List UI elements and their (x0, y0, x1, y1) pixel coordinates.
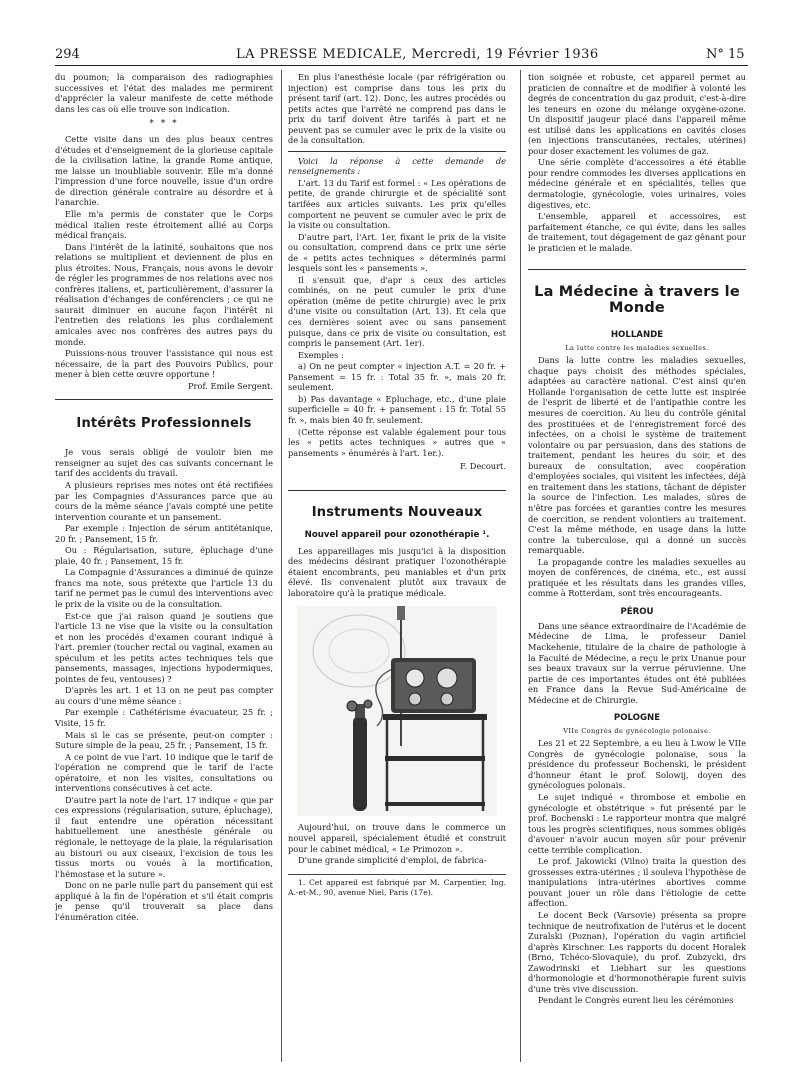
paragraph: Elle m'a permis de constater que le Corps médical italien reste étroitement allié au Corps médical français. (55, 209, 273, 241)
paragraph: Les appareillages mis jusqu'ici à la disposition des médecins désirant pratiquer l'ozonothérapie étaient encombrants, peu maniables et d'un prix élevé. Ils convenaient plutôt aux travaux de laboratoire qu'à la pratique médicale. (288, 545, 506, 598)
paragraph: Cette visite dans un des plus beaux centres d'études et d'enseignement de la glorieuse capitale de la civilisation latine, la grande Rome antique, me laisse un inoubliable souvenir. Elle m'a donné l'impression d'une force nouvelle, issue d'un ordre de direction générale contraire au désordre et à l'anarchie. (55, 134, 273, 208)
apparatus-illustration (297, 606, 497, 816)
paragraph: Le prof. Jakowicki (Vilno) traita la question des grossesses extra-utérines ; il souleva l'hypothèse de manipulations intra-utérines abortives comme pouvant jouer un rôle dans l'étiologie de cette affection. (528, 856, 746, 909)
country-heading-pologne: POLOGNE (613, 713, 661, 724)
paragraph: L'ensemble, appareil et accessoires, est parfaitement étanche, ce qui évite, dans les salles de traitement, tout dégagement de gaz gênant pour le praticien et le malade. (528, 211, 746, 253)
page-number: 294 (55, 47, 80, 62)
column-2 (288, 72, 506, 1072)
paragraph: Dans la lutte contre les maladies sexuelles, chaque pays choisit des méthodes spéciales, adaptées au caractère national. C'est ainsi qu'en Hollande l'organisation de cette lutte est inspirée de l'esprit de liberté et de l'antipathie contre les mesures de coercition. Au lieu du contrôle génital des prostituées et de l'enregistrement forcé des infectées, on a choisi le système de traitement volontaire ou par persuasion, dans des stations de traitement, pendant les heures du soir, et des bureaux de consultation, avec coopération d'employées sociales, qui visitent les infectées, déjà en traitement dans les stations, tâchant de dépister la source de l'infection. Les malades, sûres de n'être pas forcées et garanties contre les mesures de coercition, se rendent volontiers au traitement. C'est la même méthode, en usage dans la lutte contre la tuberculose, qui a donné un succès remarquable. (528, 355, 746, 556)
section-title: La Médecine à travers le Monde (534, 284, 740, 317)
paragraph: Aujourd'hui, on trouve dans le commerce un nouvel appareil, spécialement étudié et construit pour le cabinet médical, « Le Primozon ». (288, 822, 506, 854)
signature: Prof. Emile Sergent. (188, 380, 273, 391)
topic-heading: La lutte contre les maladies sexuelles. (565, 344, 709, 353)
country-heading-hollande: HOLLANDE (610, 330, 664, 341)
paragraph: D'autre part, l'Art. 1er, fixant le prix de la visite ou consultation, comprend dans ce prix une série de « petits actes techniques » déterminés parmi lesquels sont les « pansements ». (288, 231, 506, 274)
paragraph: Les 21 et 22 Septembre, a eu lieu à Lwow le VIIe Congrès de gynécologie polonaise, sous la présidence du professeur Bochenski, le président d'honneur étant le prof. Solowij, doyen des gynécologues polonais. (528, 738, 746, 791)
topic-heading: VIIe Congrès de gynécologie polonaise. (563, 727, 711, 736)
section-rule (55, 399, 273, 400)
column-divider (281, 70, 282, 1062)
column-divider (520, 70, 521, 1062)
paragraph: En plus l'anesthésie locale (par réfrigération ou injection) est comprise dans tous les prix du présent tarif (art. 12). Donc, les autres procédés ou petits actes que l'arrêté ne comprend pas dans le prix du tarif doivent être tarifés à part et ne peuvent pas se cumuler avec le prix de la visite ou de la consultation. (288, 72, 506, 146)
paragraph: La Compagnie d'Assurances a diminué de quinze francs ma note, sous prétexte que l'article 13 du tarif ne permet pas le cumul des interventions avec le prix de la visite ou de la consultation. (55, 567, 273, 609)
paragraph: Je vous serais obligé de vouloir bien me renseigner au sujet des cas suivants concernant le tarif des accidents du travail. (55, 447, 273, 479)
paragraph: Une série complète d'accessoires a été établie pour rendre commodes les diverses applications en médecine générale et en spécialités, telles que dermatologie, gynécologie, voies urinaires, voies digestives, etc. (528, 157, 746, 210)
footnote: 1. Cet appareil est fabriqué par M. Carpentier, Ing. A.-et-M., 90, avenue Niel, Paris (17e). (288, 877, 506, 897)
paragraph: tion soignée et robuste, cet appareil permet au praticien de connaître et de modifier à volonté les degrés de concentration du gaz produit, c'est-à-dire les teneurs en ozone du mélange oxygène-ozone. Un dispositif jaugeur placé dans l'appareil même est utilisé dans les applications en cavités closes (en injections transcutanées, rectales, utérines) pour doser exactement les volumes de gaz. (528, 72, 746, 156)
section-rule (528, 269, 746, 270)
signature: F. Decourt. (460, 461, 506, 472)
paragraph: L'art. 13 du Tarif est formel : « Les opérations de petite, de grande chirurgie et de spécialité sont tarifées aux articles suivants. Les prix qu'elles comportent ne peuvent se cumuler avec le prix de la visite ou consultation. (288, 177, 506, 231)
paragraph: D'après les art. 1 et 13 on ne peut pas compter au cours d'une même séance : (55, 685, 273, 706)
paragraph: Dans une séance extraordinaire de l'Académie de Médecine de Lima, le professeur Daniel Mackehenie, titulaire de la chaire de pathologie à la Faculté de Médecine, a reçu le prix Unanue pour ses beaux travaux sur la verrue péruvienne. Une partie de ces importantes études ont été publiées en France dans la Revue Sud-Américaine de Médecine et de Chirurgie. (528, 620, 746, 705)
header-rule (55, 65, 748, 66)
section-stars: * * * (149, 119, 179, 130)
journal-running-title: LA PRESSE MEDICALE, Mercredi, 19 Février 1936 (236, 47, 599, 62)
paragraph: Donc on ne parle nulle part du pansement qui est appliqué à la fin de l'opération et s'il était compris je pense qu'il trouverait sa place dans l'énumération citée. (55, 880, 273, 922)
footnote-rule (288, 874, 506, 875)
paragraph: Par exemple : Injection de sérum antitétanique, 20 fr. ; Pansement, 15 fr. (55, 523, 273, 544)
paragraph: Par exemple : Cathétérisme évacuateur, 25 fr. ; Visite, 15 fr. (55, 707, 273, 728)
paragraph: a) On ne peut compter « injection A.T. = 20 fr. + Pansement = 15 fr. : Total 35 fr. », mais 20 fr. seulement. (288, 361, 506, 393)
ozonotherapy-apparatus-figure (297, 606, 497, 816)
column-3 (528, 72, 746, 1072)
issue-number: N° 15 (706, 47, 745, 62)
paragraph: A ce point de vue l'art. 10 indique que le tarif de l'opération ne comprend que le tarif de l'acte opératoire, et non les visites, consultations ou interventions consécutives à cet acte. (55, 751, 273, 794)
paragraph: La propagande contre les maladies sexuelles au moyen de conférences, de cinéma, etc., est aussi pratiquée et les résultats dans les grandes villes, comme à Rotterdam, sont très encourageants. (528, 556, 746, 599)
country-heading-perou: PÉROU (620, 606, 654, 617)
paragraph: Pendant le Congrès eurent lieu les cérémonies (538, 995, 734, 1006)
paragraph: (Cette réponse est valable également pour tous les « petits actes techniques » autres que « pansements » énumérés à l'art. 1er.). (288, 426, 506, 458)
paragraph: Voici la réponse à cette demande de renseignements : (288, 155, 506, 177)
paragraph: Le sujet indiqué « thrombose et embolie en gynécologie et obstétrique » fut présenté par le prof. Bochenski : Le rapporteur montra que malgré tous les progrès scientifiques, nous sommes obligés d'avouer n'avoir aucun moyen sûr pour prévenir cette terrible complication. (528, 791, 746, 855)
section-title: Intérêts Professionnels (76, 416, 252, 432)
paragraph: Il s'ensuit que, d'apr s ceux des articles combinés, on ne peut cumuler le prix d'une opération (même de petite chirurgie) avec le prix d'une visite ou consultation (Art. 13). Et cela que ces dernières soient avec ou sans pansement puisque, dans ce prix de visite ou consultation, est compris le pansement (Art. 1er). (288, 274, 506, 349)
paragraph: Exemples : (298, 349, 344, 360)
paragraph: Le docent Beck (Varsovie) présenta sa propre technique de neutrofixation de l'utérus et le docent Zuralski (Poznan), l'opération du vagin artificiel d'après Kirschner. Les rapports du docent Horalek (Brno, Tchéco-Slovaquie), du prof. Zubzycki, drs Zawodrinski et Liebhart sur les questions d'hormonologie et d'hormonothérapie furent suivis d'une très vive discussion. (528, 910, 746, 994)
paragraph: Mais si le cas se présente, peut-on compter : Suture simple de la peau, 25 fr. ; Pansement, 15 fr. (55, 729, 273, 751)
section-title: Instruments Nouveaux (311, 504, 483, 520)
paragraph: Ou : Régularisation, suture, épluchage d'une plaie, 40 fr. ; Pansement, 15 fr. (55, 545, 273, 566)
column-1 (55, 72, 273, 1072)
separator-rule (288, 151, 506, 152)
article-subtitle: Nouvel appareil pour ozonothérapie ¹. (304, 529, 490, 540)
paragraph: Est-ce que j'ai raison quand je soutiens que l'article 13 ne vise que la visite ou la consultation et non les procédés d'examen courant indiqué à l'art. premier (toucher rectal ou vaginal, examen au spéculum et les petits actes techniques tels que pansements, massages, injections hypodermiques, pointes de feu, ventouses) ? (55, 610, 273, 684)
paragraph: Dans l'intérêt de la latinité, souhaitons que nos relations se multiplient et deviennent de plus en plus étroites. Nous, Français, nous avons le devoir de régler les programmes de nos relations avec nos confrères italiens, et, particulièrement, d'assurer la réalisation d'échanges de conférenciers ; ce qui ne saurait diminuer en aucune façon l'intérêt ni l'entretien des relations les plus cordialement amicales avec nos confrères des autres pays du monde. (55, 241, 273, 347)
section-rule (288, 490, 506, 491)
paragraph: du poumon; la comparaison des radiographies successives et l'état des malades me permirent d'apprécier la valeur manifeste de cette méthode dans les cas où elle trouve son indication. (55, 72, 273, 114)
paragraph: D'autre part la note de l'art. 17 indique « que par ces expressions (régularisation, suture, épluchage), il faut entendre une opération nécessitant habituellement une anesthésie générale ou régionale, le nettoyage de la plaie, la régularisation au bistouri ou aux ciseaux, l'excision de tous les tissus morts ou voués à la mortification, l'hémostase et la suture ». (55, 794, 273, 879)
paragraph: D'une grande simplicité d'emploi, de fabrica- (298, 855, 487, 866)
paragraph: A plusieurs reprises mes notes ont été rectifiées par les Compagnies d'Assurances parce que au cours de la même séance j'avais compté une petite intervention courante et un pansement. (55, 479, 273, 522)
paragraph: Puissions-nous trouver l'assistance qui nous est nécessaire, de la part des Pouvoirs Publics, pour mener à bien cette œuvre opportune ! (55, 348, 273, 380)
paragraph: b) Pas davantage « Epluchage, etc., d'une plaie superficielle = 40 fr. + pansement : 15 fr. Total 55 fr. », mais bien 40 fr. seulement. (288, 393, 506, 425)
